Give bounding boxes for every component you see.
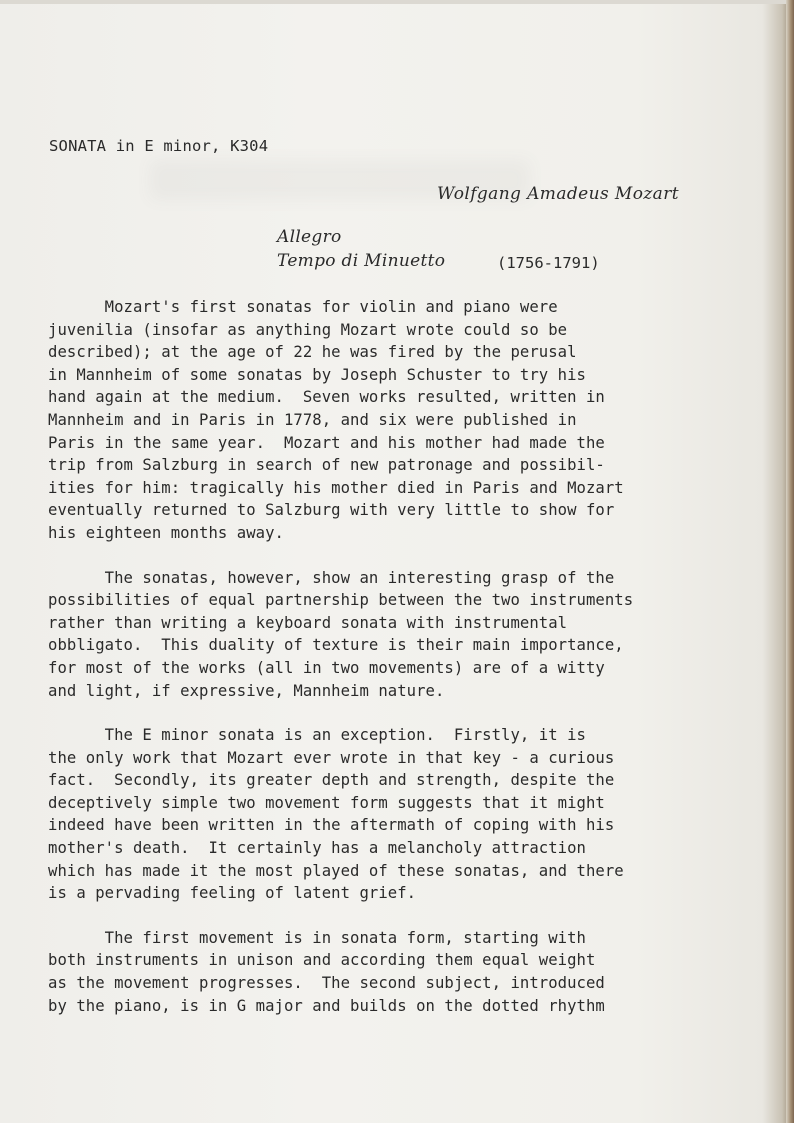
text-line: for most of the works (all in two movements) are of a witty bbox=[48, 658, 605, 677]
text-line: hand again at the medium. Seven works resulted, written in bbox=[48, 388, 605, 407]
text-line: indeed have been written in the aftermath of coping with his bbox=[48, 816, 615, 835]
paragraph-3 bbox=[48, 724, 768, 905]
text-line: fact. Secondly, its greater depth and strength, despite the bbox=[48, 771, 615, 790]
text-line: Mozart's first sonatas for violin and piano were bbox=[48, 298, 558, 316]
text-line: rather than writing a keyboard sonata with instrumental bbox=[48, 613, 568, 632]
text-line: his eighteen months away. bbox=[48, 523, 284, 542]
page-top-edge bbox=[0, 0, 794, 4]
text-line: The E minor sonata is an exception. Firstly, it is bbox=[48, 726, 586, 745]
text-line: obbligato. This duality of texture is their main importance, bbox=[48, 636, 624, 655]
text-line: The first movement is in sonata form, starting with bbox=[48, 928, 586, 947]
text-line: Paris in the same year. Mozart and his mother had made the bbox=[48, 433, 605, 452]
text-line: ities for him: tragically his mother died in Paris and Mozart bbox=[48, 478, 624, 497]
text-line: eventually returned to Salzburg with very little to show for bbox=[48, 501, 615, 520]
movement-2: Tempo di Minuetto bbox=[277, 251, 446, 271]
text-line: juvenilia (insofar as anything Mozart wrote could so be bbox=[48, 320, 568, 339]
body-text bbox=[48, 296, 768, 1039]
page-right-edge bbox=[786, 0, 794, 1123]
text-line: described); at the age of 22 he was fired by the perusal bbox=[48, 343, 577, 362]
work-title: SONATA in E minor, K304 bbox=[49, 137, 269, 155]
text-line: The sonatas, however, show an interesting grasp of the bbox=[48, 568, 615, 587]
text-line: deceptively simple two movement form suggests that it might bbox=[48, 793, 605, 812]
paragraph-2 bbox=[48, 567, 768, 703]
text-line: Mannheim and in Paris in 1778, and six were published in bbox=[48, 410, 577, 429]
movement-1: Allegro bbox=[277, 227, 342, 247]
movement-list bbox=[277, 225, 445, 273]
composer-dates: (1756-1791) bbox=[497, 254, 600, 272]
paragraph-1 bbox=[48, 296, 768, 545]
text-line: is a pervading feeling of latent grief. bbox=[48, 884, 417, 903]
text-line: both instruments in unison and according them equal weight bbox=[48, 951, 596, 970]
text-line: mother's death. It certainly has a melancholy attraction bbox=[48, 839, 586, 858]
composer-block bbox=[437, 137, 679, 321]
text-line: trip from Salzburg in search of new patronage and possibil- bbox=[48, 456, 605, 475]
text-line: in Mannheim of some sonatas by Joseph Schuster to try his bbox=[48, 365, 586, 384]
text-line: as the movement progresses. The second subject, introduced bbox=[48, 974, 605, 993]
text-line: the only work that Mozart ever wrote in that key - a curious bbox=[48, 748, 615, 767]
text-line: which has made it the most played of these sonatas, and there bbox=[48, 861, 624, 880]
composer-name: Wolfgang Amadeus Mozart bbox=[437, 184, 679, 204]
text-line: and light, if expressive, Mannheim nature. bbox=[48, 681, 445, 700]
text-line: by the piano, is in G major and builds on the dotted rhythm bbox=[48, 996, 605, 1015]
text-line: possibilities of equal partnership between the two instruments bbox=[48, 591, 634, 610]
paragraph-4 bbox=[48, 927, 768, 1017]
